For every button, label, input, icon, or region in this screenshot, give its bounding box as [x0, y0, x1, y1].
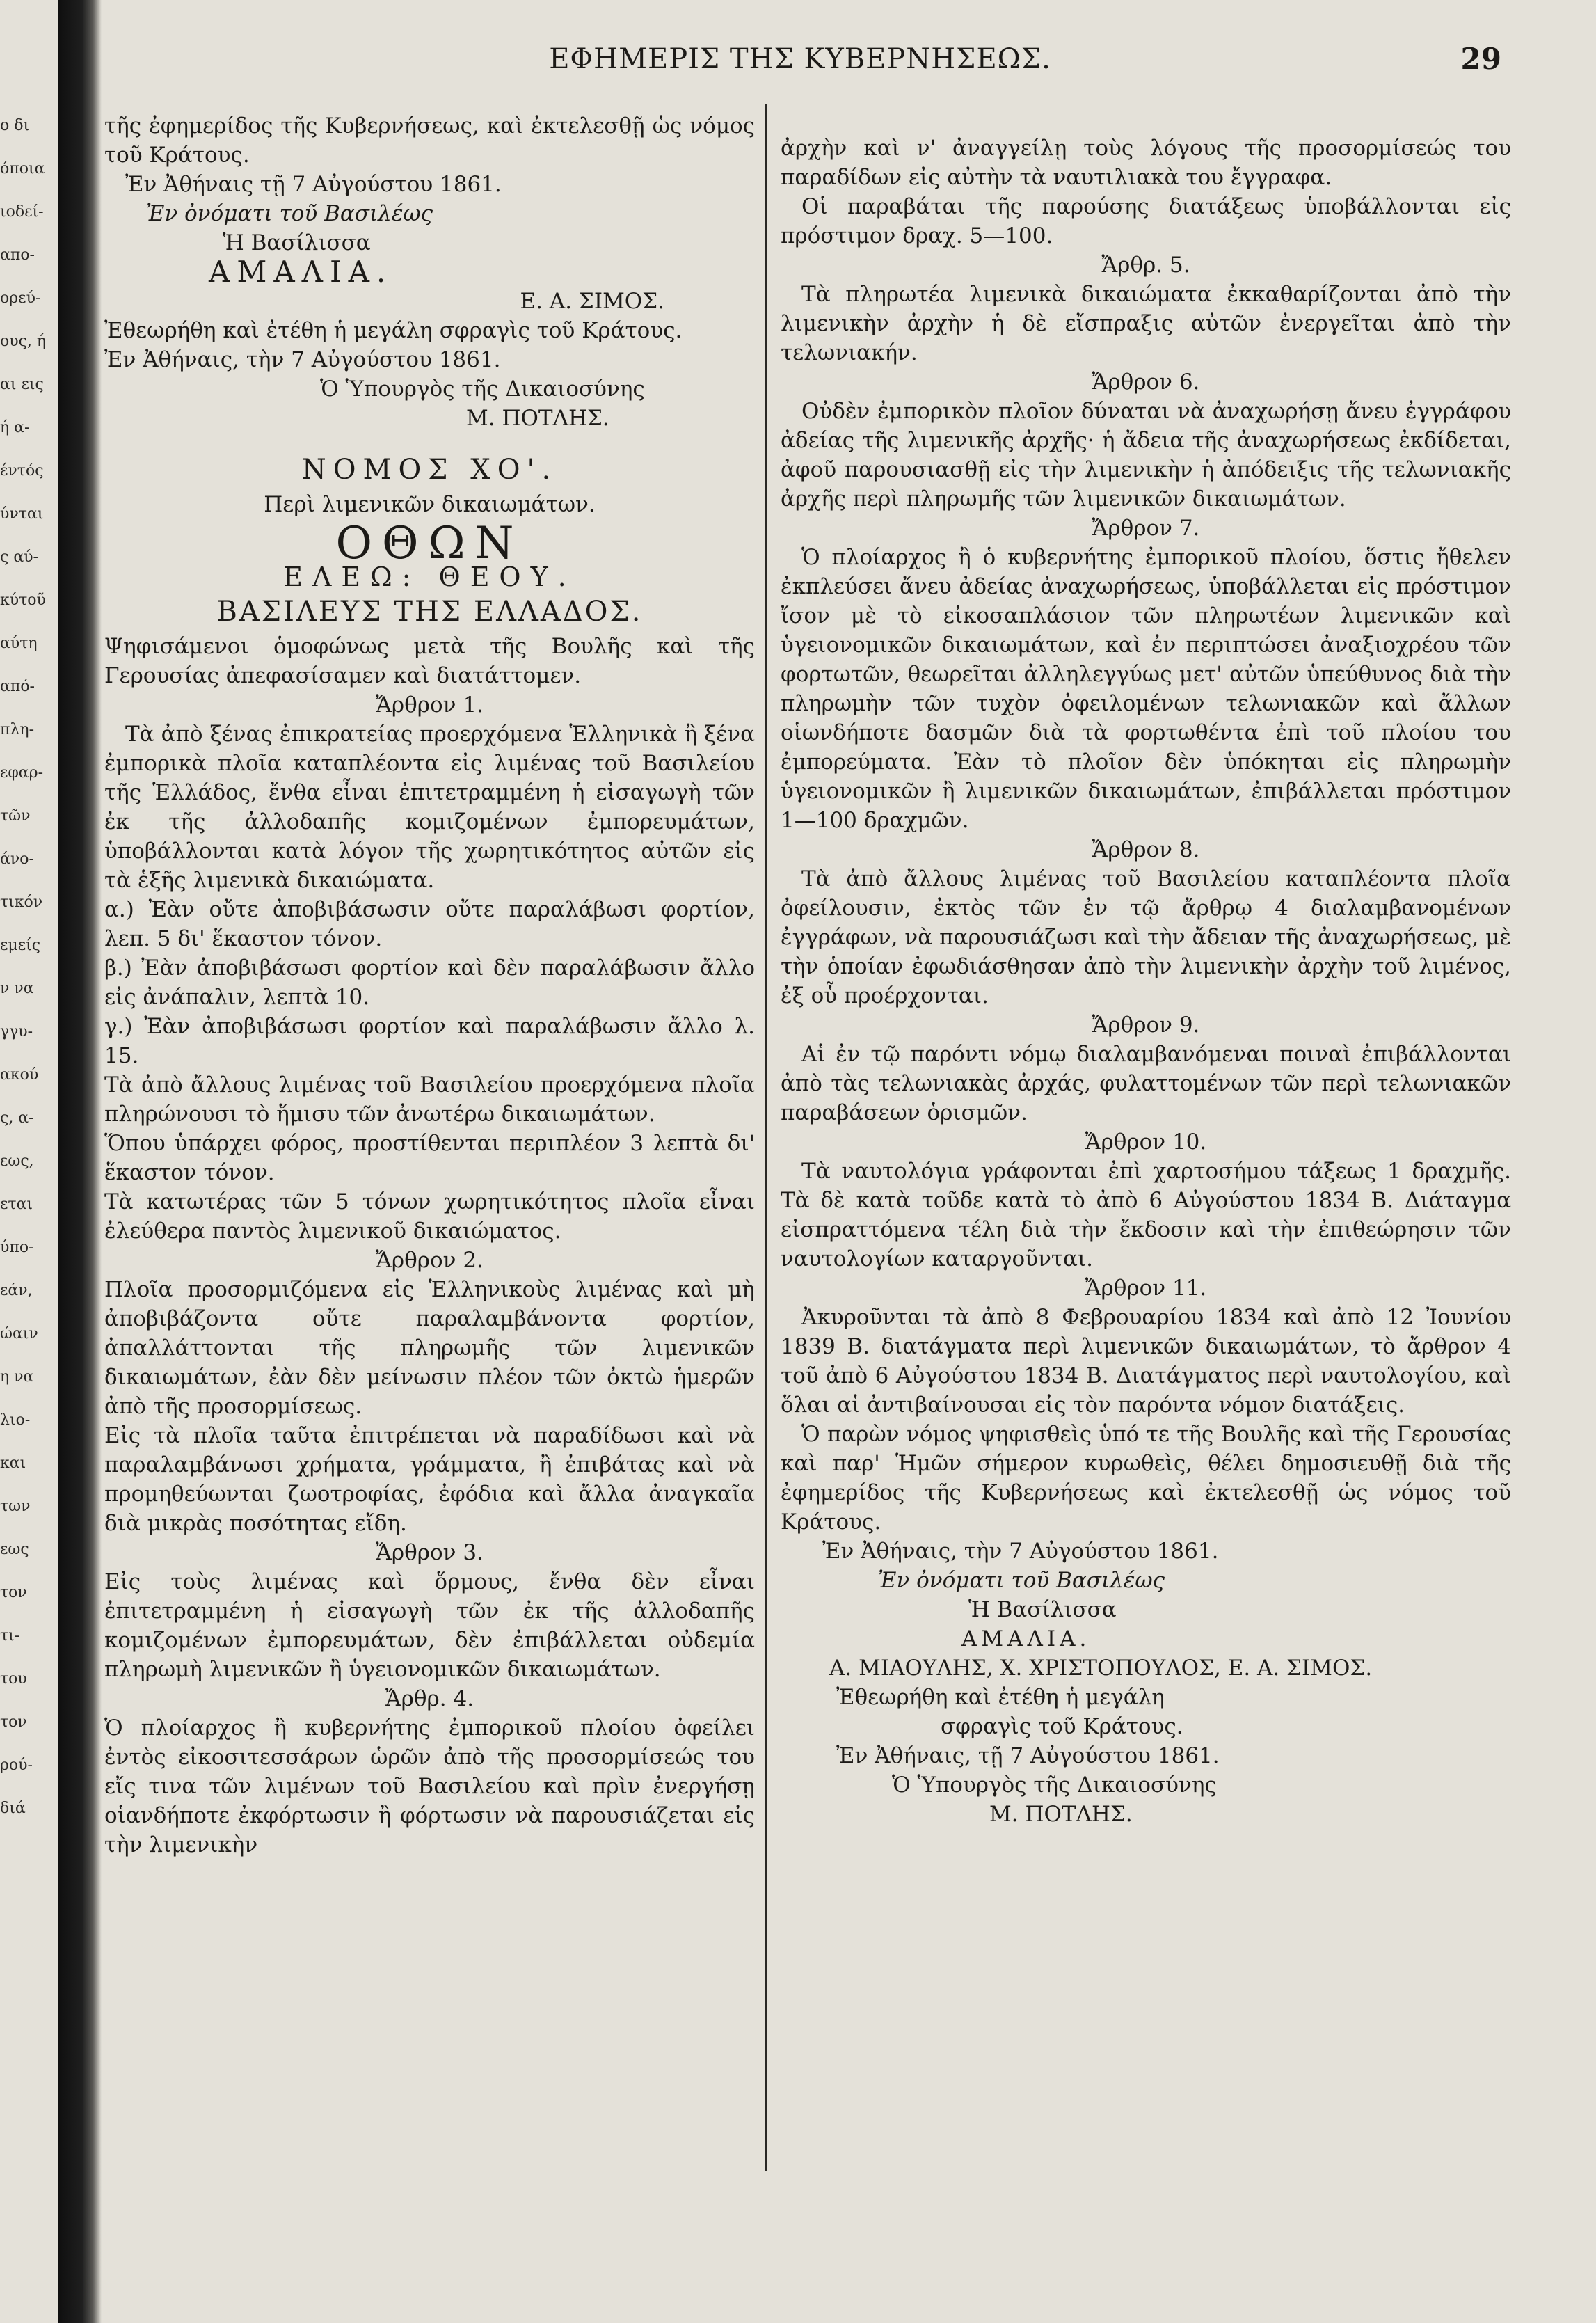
signer-name: Ε. Α. ΣΙΜΟΣ.	[520, 289, 664, 314]
adjacent-page-fragment-line: εάν,	[0, 1282, 33, 1299]
article-11-heading: Ἄρθρον 11.	[1085, 1276, 1207, 1301]
adjacent-page-fragment-line: εμείς	[0, 937, 41, 954]
adjacent-page-fragment-line: εται	[0, 1196, 33, 1213]
article-1-half-rate: Τὰ ἀπὸ ἄλλους λιμένας τοῦ Βασιλείου προερχόμενα πλοῖα πληρώνουσι τὸ ἥμισυ τῶν ἀνωτέρω δικαιωμάτων.	[104, 1072, 755, 1127]
adjacent-page-fragment-line: του	[0, 1670, 27, 1688]
adjacent-page-fragment-line: τον	[0, 1584, 27, 1601]
article-4-continued: ἀρχὴν καὶ ν' ἀναγγείλῃ τοὺς λόγους τῆς προσορμίσεώς του παραδίδων εἰς αὐτὴν τὰ ναυτιλιακὰ του ἔγγραφα.	[781, 136, 1511, 190]
article-4-penalty: Οἱ παραβάται τῆς παρούσης διατάξεως ὑποβάλλονται εἰς πρόστιμον δραχ. 5—100.	[781, 194, 1511, 248]
date-line: Ἐν Ἀθήναις τῇ 7 Αὐγούστου 1861.	[125, 172, 502, 197]
left-column	[104, 111, 755, 1860]
adjacent-page-fragment-line: ους, ή	[0, 333, 47, 350]
adjacent-page-fragment-line: και	[0, 1454, 26, 1472]
minister-title: Ὁ Ὑπουργὸς τῆς Δικαιοσύνης	[892, 1773, 1217, 1798]
queen-title: Ἡ Βασίλισσα	[223, 230, 371, 255]
article-9-heading: Ἄρθρον 9.	[1092, 1013, 1200, 1038]
article-2-heading: Ἄρθρον 2.	[376, 1248, 484, 1273]
newspaper-title: ΕΦΗΜΕΡΙΣ ΤΗΣ ΚΥΒΕΡΝΗΣΕΩΣ.	[549, 43, 1051, 75]
king-of-greece: ΒΑΣΙΛΕΥΣ ΤΗΣ ΕΛΛΑΔΟΣ.	[216, 596, 643, 628]
in-name-of-king: Ἐν ὀνόματι τοῦ Βασιλέως	[146, 201, 433, 226]
minister-name: Μ. ΠΟΤΛΗΣ.	[466, 406, 609, 431]
adjacent-page-fragment-line: κύτοῦ	[0, 592, 46, 609]
adjacent-page-fragment-line: τον	[0, 1713, 27, 1731]
by-grace-of-god: ΕΛΕΩ: ΘΕΟΥ.	[283, 562, 576, 592]
adjacent-page-fragment-line: των	[0, 1498, 31, 1515]
article-3-heading: Ἄρθρον 3.	[376, 1540, 484, 1565]
adjacent-page-fragment-line: εως	[0, 1541, 29, 1558]
queen-title: Ἡ Βασίλισσα	[968, 1597, 1117, 1622]
article-2-text-2: Εἰς τὰ πλοῖα ταῦτα ἐπιτρέπεται νὰ παραδίδωσι καὶ νὰ παραλαμβάνωσι χρήματα, γράμματα, ἢ ἐπιβάτας καὶ νὰ προμηθεύωνται ζωοτροφίας, ἐφόδια καὶ ἄλλα ἀναγκαῖα διὰ μικρὰς ποσότητας εἴδη.	[104, 1423, 755, 1536]
adjacent-page-fragment-line: τικόν	[0, 894, 43, 911]
article-5-text: Τὰ πληρωτέα λιμενικὰ δικαιώματα ἐκκαθαρίζονται ἀπὸ τὴν λιμενικὴν ἀρχὴν ἡ δὲ εἴσπραξις αὐτῶν ἐνεργεῖται ἀπὸ τὴν τελωνιακήν.	[781, 282, 1511, 365]
seal-note-2: σφραγὶς τοῦ Κράτους.	[941, 1714, 1183, 1739]
adjacent-page-fragment-line: ακού	[0, 1066, 39, 1084]
decree-text: Ψηφισάμενοι ὁμοφώνως μετὰ τῆς Βουλῆς καὶ τῆς Γερουσίας ἀπεφασίσαμεν καὶ διατάττομεν.	[104, 634, 755, 688]
adjacent-page-fragment-line: όποια	[0, 160, 45, 177]
adjacent-page-fragment-line: ρού-	[0, 1757, 33, 1774]
adjacent-page-fragment-line: έντός	[0, 462, 44, 479]
queen-signature: ΑΜΑΛΙΑ.	[961, 1626, 1091, 1651]
article-4-heading: Ἄρθρ. 4.	[385, 1686, 474, 1711]
date-line: Ἐν Ἀθήναις, τὴν 7 Αὐγούστου 1861.	[822, 1539, 1219, 1564]
column-divider	[765, 104, 767, 2171]
page-header	[104, 42, 1501, 92]
article-4-text: Ὁ πλοίαρχος ἢ κυβερνήτης ἐμπορικοῦ πλοίου ὀφείλει ἐντὸς εἰκοσιτεσσάρων ὡρῶν ἀπὸ τῆς προσορμίσεώς του εἴς τινα τῶν λιμένων τοῦ Βασιλείου καὶ πρὶν ἐνεργήσῃ οἱανδήποτε ἐκφόρτωσιν ἢ φόρτωσιν νὰ παρουσιάζεται εἰς τὴν λιμενικὴν	[104, 1715, 755, 1857]
adjacent-page-fragment-line: άνο-	[0, 850, 34, 868]
law-number: ΝΟΜΟΣ ΧΟ'.	[301, 454, 558, 486]
adjacent-page-fragment-line: η να	[0, 1368, 34, 1386]
article-6-heading: Ἄρθρον 6.	[1092, 370, 1200, 395]
adjacent-page-fragment-line: αι εις	[0, 376, 44, 393]
right-column	[781, 134, 1511, 1829]
article-8-text: Τὰ ἀπὸ ἄλλους λιμένας τοῦ Βασιλείου καταπλέοντα πλοῖα ὀφείλουσιν, ἐκτὸς τῶν ἐν τῷ ἄρθρῳ 4 διαλαμβανομένων ἐγγράφων, νὰ παρουσιάζωσι καὶ τὴν ἄδειαν τῆς ἀναχωρήσεως, μὲ τὴν ὁποίαν ἐφωδιάσθησαν ἀπὸ τὴν λιμενικὴν ἀρχὴν τοῦ λιμένος, ἐξ οὗ προέρχονται.	[781, 866, 1511, 1008]
adjacent-page-fragment-line: εφαρ-	[0, 764, 44, 782]
adjacent-page-fragment-line: ύπο-	[0, 1239, 34, 1256]
adjacent-page-fragment-line: απο-	[0, 246, 35, 264]
adjacent-page-fragment-line: ιοδεί-	[0, 203, 44, 221]
ministers-signatures: Α. ΜΙΑΟΥΛΗΣ, Χ. ΧΡΙΣΤΟΠΟΥΛΟΣ, Ε. Α. ΣΙΜΟΣ.	[829, 1656, 1373, 1681]
adjacent-page-fragment-line: πλη-	[0, 721, 35, 738]
article-11-text: Ἀκυροῦνται τὰ ἀπὸ 8 Φεβρουαρίου 1834 καὶ ἀπὸ 12 Ἰουνίου 1839 Β. διατάγματα περὶ λιμενικῶν δικαιωμάτων, τὸ ἄρθρον 4 τοῦ ἀπὸ 6 Αὐγούστου 1834 Β. Διατάγματος περὶ ναυτολογίου, καὶ ὅλαι αἱ ἀντιβαίνουσαι εἰς τὸν παρόντα νόμον διατάξεις.	[781, 1305, 1511, 1418]
adjacent-page-fragment-line: ν να	[0, 980, 34, 997]
adjacent-page-fragment-line: ς, α-	[0, 1109, 34, 1127]
article-1-item-b: β.) Ἐὰν ἀποβιβάσωσι φορτίον καὶ δὲν παραλάβωσιν ἄλλο εἰς ἀνάπαλιν, λεπτὰ 10.	[104, 956, 755, 1010]
article-1-tax: Ὅπου ὑπάρχει φόρος, προστίθενται περιπλέον 3 λεπτὰ δι' ἕκαστον τόνον.	[104, 1131, 755, 1185]
seal-note: Ἐθεωρήθη καὶ ἐτέθη ἡ μεγάλη σφραγὶς τοῦ Κράτους.	[104, 318, 683, 343]
minister-name: Μ. ΠΟΤΛΗΣ.	[989, 1802, 1133, 1827]
article-7-text: Ὁ πλοίαρχος ἢ ὁ κυβερνήτης ἐμπορικοῦ πλοίου, ὅστις ἤθελεν ἐκπλεύσει ἄνευ ἀδείας ἀναχωρήσεως, ὑποβάλλεται εἰς πρόστιμον ἴσον μὲ τὸ εἰκοσαπλάσιον τῶν πληρωτέων λιμενικῶν καὶ ὑγειονομικῶν δικαιωμάτων, καὶ ἐν περιπτώσει ἀναξιοχρέου τῶν φορτωτῶν, θεωρεῖται ἀλληλεγγύως μετ' αὐτῶν ὑπεύθυνος διὰ τὴν πληρωμὴν τῶν τυχὸν ὀφειλομένων τελωνιακῶν καὶ ἄλλων οἱωνδήποτε δασμῶν διὰ τὰ φορτωθέντα ἐπὶ τοῦ πλοίου του ἐμπορεύματα. Ἐὰν τὸ πλοῖον δὲν ὑπόκηται εἰς πληρωμὴν ὑγειονομικῶν ἢ λιμενικῶν δικαιωμάτων, ἐπιβάλλεται πρόστιμον 1—100 δραχμῶν.	[781, 545, 1511, 833]
adjacent-page-fragment-line: εως,	[0, 1152, 34, 1170]
article-1-text: Τὰ ἀπὸ ξένας ἐπικρατείας προερχόμενα Ἑλληνικὰ ἢ ξένα ἐμπορικὰ πλοῖα καταπλέοντα εἰς λιμένας τοῦ Βασιλείου τῆς Ἑλλάδος, ἔνθα εἶναι ἐπιτετραμμένη ἡ εἰσαγωγὴ τῶν ἐκ τῆς ἀλλοδαπῆς κομιζομένων ἐμπορευμάτων, ὑποβάλλονται κατὰ λόγον τῆς χωρητικότητος αὐτῶν εἰς τὰ ἑξῆς λιμενικὰ δικαιώματα.	[104, 722, 755, 893]
article-3-text: Εἰς τοὺς λιμένας καὶ ὅρμους, ἔνθα δὲν εἶναι ἐπιτετραμμένη ἡ εἰσαγωγὴ τῶν ἐκ τῆς ἀλλοδαπῆς κομιζομένων ἐμπορευμάτων, δὲν ἐπιβάλλεται οὐδεμία πληρωμὴ λιμενικῶν ἢ ὑγειονομικῶν δικαιωμάτων.	[104, 1569, 755, 1682]
seal-note-1: Ἐθεωρήθη καὶ ἐτέθη ἡ μεγάλη	[836, 1685, 1165, 1710]
article-2-text: Πλοῖα προσορμιζόμενα εἰς Ἑλληνικοὺς λιμένας καὶ μὴ ἀποβιβάζοντα οὔτε παραλαμβάνοντα φορτίον, ἀπαλλάττονται τῆς πληρωμῆς τῶν λιμενικῶν δικαιωμάτων, ἐὰν δὲν μείνωσιν πλέον τῶν ὀκτὼ ἡμερῶν ἀπὸ τῆς προσορμίσεως.	[104, 1277, 755, 1419]
adjacent-page-fragment-line: τι-	[0, 1627, 20, 1644]
adjacent-page-fragment-line: αύτη	[0, 635, 38, 652]
adjacent-page-fragment	[0, 104, 56, 2262]
minister-title: Ὁ Ὑπουργὸς τῆς Δικαιοσύνης	[320, 376, 645, 402]
adjacent-page-fragment-line: από-	[0, 678, 35, 695]
adjacent-page-fragment-line: ώαιν	[0, 1325, 38, 1342]
article-1-item-a: α.) Ἐὰν οὔτε ἀποβιβάσωσιν οὔτε παραλάβωσι φορτίον, λεπ. 5 δι' ἕκαστον τόνον.	[104, 897, 755, 951]
date-line-2: Ἐν Ἀθήναις, τῇ 7 Αὐγούστου 1861.	[836, 1743, 1220, 1768]
closing-formula: Ὁ παρὼν νόμος ψηφισθεὶς ὑπό τε τῆς Βουλῆς καὶ τῆς Γερουσίας καὶ παρ' Ἡμῶν σήμερον κυρωθεὶς, θέλει δημοσιευθῇ διὰ τῆς ἐφημερίδος τῆς Κυβερνήσεως καὶ ἐκτελεσθῇ ὡς νόμος τοῦ Κράτους.	[781, 1422, 1511, 1535]
article-7-heading: Ἄρθρον 7.	[1092, 516, 1200, 541]
article-10-text: Τὰ ναυτολόγια γράφονται ἐπὶ χαρτοσήμου τάξεως 1 δραχμῆς. Τὰ δὲ κατὰ τοῦδε κατὰ τὸ ἀπὸ 6 Αὐγούστου 1834 Β. Διάταγμα εἰσπραττόμενα τέλη διὰ τὴν ἔκδοσιν καὶ τὴν ἐπιθεώρησιν τῶν ναυτολογίων καταργοῦνται.	[781, 1159, 1511, 1271]
article-8-heading: Ἄρθρον 8.	[1092, 837, 1200, 862]
binding-gutter	[58, 0, 102, 2323]
adjacent-page-fragment-line: ορεύ-	[0, 290, 41, 307]
article-1-heading: Ἄρθρον 1.	[376, 692, 484, 717]
adjacent-page-fragment-line: ή α-	[0, 419, 30, 436]
page-number: 29	[1460, 42, 1501, 76]
adjacent-page-fragment-line: γγυ-	[0, 1023, 33, 1040]
article-1-exemption: Τὰ κατωτέρας τῶν 5 τόνων χωρητικότητος πλοῖα εἶναι ἐλεύθερα παντὸς λιμενικοῦ δικαιώματος.	[104, 1189, 755, 1244]
article-6-text: Οὐδὲν ἐμπορικὸν πλοῖον δύναται νὰ ἀναχωρήσῃ ἄνευ ἐγγράφου ἀδείας τῆς λιμενικῆς ἀρχῆς· ἡ ἄδεια τῆς ἀναχωρήσεως ἐκδίδεται, ἀφοῦ παρουσιασθῇ εἰς τὴν λιμενικὴν ἡ ἀπόδειξις τῆς τελωνιακῆς ἀρχῆς περὶ πληρωμῆς τῶν λιμενικῶν δικαιωμάτων.	[781, 399, 1511, 512]
adjacent-page-fragment-line: ύνται	[0, 505, 44, 523]
adjacent-page-fragment-line: τῶν	[0, 807, 31, 825]
article-1-item-c: γ.) Ἐὰν ἀποβιβάσωσι φορτίον καὶ παραλάβωσιν ἄλλο λ. 15.	[104, 1014, 755, 1068]
law-subject: Περὶ λιμενικῶν δικαιωμάτων.	[264, 492, 596, 517]
queen-signature: ΑΜΑΛΙΑ.	[209, 255, 393, 289]
adjacent-page-fragment-line: λιο-	[0, 1411, 31, 1429]
article-5-heading: Ἄρθρ. 5.	[1101, 253, 1190, 278]
adjacent-page-fragment-line: ς αύ-	[0, 548, 38, 566]
adjacent-page-fragment-line: ο δι	[0, 117, 30, 134]
date-line-2: Ἐν Ἀθήναις, τὴν 7 Αὐγούστου 1861.	[104, 347, 501, 372]
adjacent-page-fragment-line: διά	[0, 1800, 26, 1817]
previous-law-ending: τῆς ἐφημερίδος τῆς Κυβερνήσεως, καὶ ἐκτελεσθῇ ὡς νόμος τοῦ Κράτους.	[104, 113, 755, 168]
article-10-heading: Ἄρθρον 10.	[1085, 1129, 1207, 1155]
article-9-text: Αἱ ἐν τῷ παρόντι νόμῳ διαλαμβανόμεναι ποιναὶ ἐπιβάλλονται ἀπὸ τὰς τελωνιακὰς ἀρχάς, φυλαττομένων τῶν περὶ τελωνιακῶν παραβάσεων ὁρισμῶν.	[781, 1042, 1511, 1125]
in-name-of-king: Ἐν ὀνόματι τοῦ Βασιλέως	[878, 1568, 1165, 1593]
king-name: ΟΘΩΝ	[335, 518, 524, 569]
